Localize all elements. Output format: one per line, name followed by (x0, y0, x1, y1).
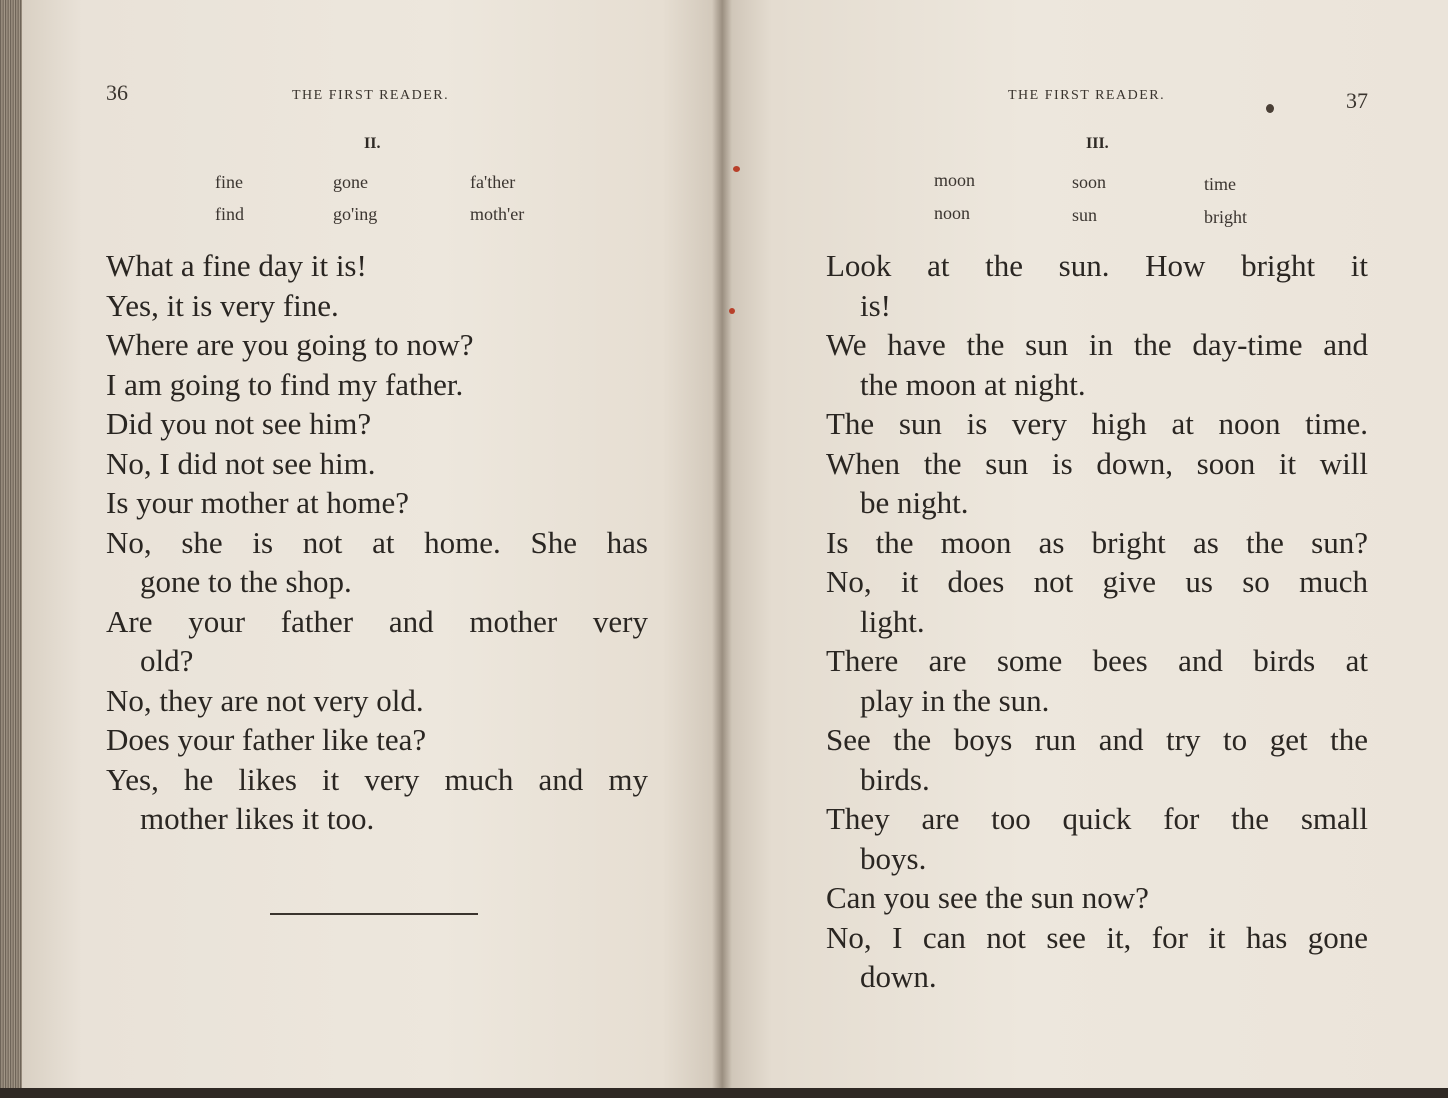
page-number: 36 (106, 80, 128, 105)
vocabulary-word: sun (1072, 205, 1098, 225)
text-line: No, it does not give us so much (826, 564, 1368, 599)
vocabulary-word: moth'er (470, 204, 525, 224)
text-line: No, I did not see him. (106, 445, 376, 481)
running-header: THE FIRST READER. (1008, 88, 1166, 103)
text-line: Is your mother at home? (106, 485, 410, 520)
text-line: boys. (860, 840, 927, 876)
lesson-numeral: II. (364, 135, 381, 152)
vocabulary-word: go'ing (333, 204, 378, 224)
text-line: The sun is very high at noon time. (826, 406, 1368, 441)
lesson-text (826, 246, 1368, 997)
text-line: When the sun is down, soon it will (826, 445, 1368, 481)
vocabulary-word: time (1204, 174, 1236, 194)
section-rule (270, 913, 478, 915)
text-line: There are some bees and birds at (826, 643, 1368, 678)
text-line: is! (860, 287, 891, 323)
text-line: light. (860, 603, 925, 639)
running-header: THE FIRST READER. (292, 88, 450, 103)
binding-thread (733, 166, 740, 172)
bottom-edge (0, 1088, 1448, 1098)
text-line: the moon at night. (860, 366, 1086, 402)
vocabulary-word: moon (934, 170, 976, 190)
text-line: We have the sun in the day-time and (826, 327, 1368, 362)
text-line: What a fine day it is! (106, 248, 367, 283)
vocabulary-word: soon (1072, 172, 1107, 192)
text-line: Where are you going to now? (106, 327, 474, 362)
text-line: play in the sun. (860, 682, 1050, 718)
vocabulary-word: fine (215, 172, 243, 192)
text-line: Can you see the sun now? (826, 880, 1149, 915)
page-edges (0, 0, 22, 1098)
book-gutter (712, 0, 732, 1090)
vocabulary-word: fa'ther (470, 172, 516, 192)
text-line: Look at the sun. How bright it (826, 248, 1368, 283)
left-page (22, 0, 722, 1088)
text-line: Are your father and mother very (106, 603, 648, 639)
text-line: Yes, it is very fine. (106, 287, 339, 323)
text-line: old? (140, 643, 194, 678)
text-line: No, I can not see it, for it has gone (826, 919, 1368, 955)
vocabulary-word: noon (934, 203, 970, 223)
text-line: be night. (860, 485, 969, 520)
vocabulary-word: find (215, 204, 244, 224)
right-page (722, 0, 1448, 1088)
vocabulary-word: gone (333, 172, 368, 192)
vocabulary-word: bright (1204, 207, 1247, 227)
text-line: Does your father like tea? (106, 722, 427, 757)
text-line: gone to the shop. (140, 564, 352, 599)
text-line: down. (860, 959, 937, 994)
text-line: No, they are not very old. (106, 682, 424, 718)
text-line: See the boys run and try to get the (826, 722, 1368, 757)
text-line: No, she is not at home. She has (106, 524, 648, 560)
ink-spot (1266, 104, 1274, 113)
lesson-text (106, 246, 648, 839)
text-line: mother likes it too. (140, 801, 375, 836)
text-line: They are too quick for the small (826, 801, 1368, 836)
text-line: Is the moon as bright as the sun? (826, 524, 1368, 560)
lesson-numeral: III. (1086, 135, 1109, 152)
text-line: Yes, he likes it very much and my (106, 761, 648, 797)
binding-thread (729, 308, 735, 314)
text-line: birds. (860, 761, 930, 797)
text-line: Did you not see him? (106, 406, 372, 441)
page-number: 37 (1346, 88, 1368, 113)
text-line: I am going to find my father. (106, 366, 464, 402)
